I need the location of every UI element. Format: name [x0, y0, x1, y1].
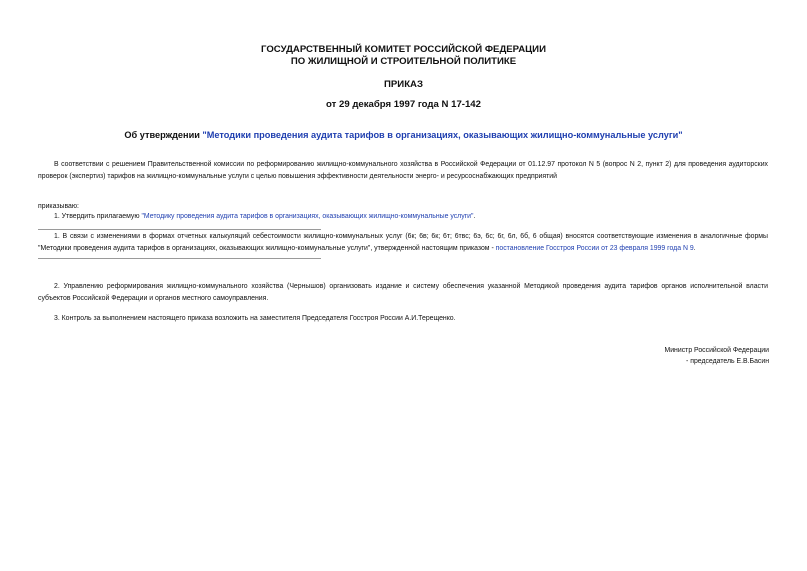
order-word: приказываю: — [38, 203, 79, 210]
title-methodology-link[interactable]: "Методики проведения аудита тарифов в организациях, оказывающих жилищно-коммунальные услуги" — [202, 130, 683, 140]
amendment-resolution-link[interactable]: постановление Госстроя России от 23 февраля 1999 года N 9 — [495, 245, 694, 252]
amendment-note — [38, 231, 768, 255]
signature-block — [664, 345, 769, 367]
signature-name: - председатель Е.В.Басин — [686, 358, 769, 365]
document-title — [0, 129, 807, 141]
item-2-paragraph: 2. Управлению реформирования жилищно-коммунального хозяйства (Чернышов) организовать издание и систему обеспечения указанной Методикой проведения аудита тарифов органов исполнительной власти субъектов Российской Федерации и органов местного самоуправления. — [38, 283, 768, 302]
amendment-note-suffix: . — [693, 245, 696, 252]
note-divider-top — [38, 229, 321, 230]
title-prefix: Об утверждении — [124, 130, 203, 140]
issuer-line-2: ПО ЖИЛИЩНОЙ И СТРОИТЕЛЬНОЙ ПОЛИТИКЕ — [290, 56, 517, 67]
item-3-paragraph: 3. Контроль за выполнением настоящего приказа возложить на заместителя Председателя Госстроя России А.И.Терещенко. — [54, 315, 456, 322]
signature-title: Министр Российской Федерации — [664, 347, 769, 354]
document-date: от 29 декабря 1997 года N 17-142 — [326, 99, 481, 110]
item-1 — [54, 211, 475, 223]
amendment-note-text: 1. В связи с изменениями в формах отчетных калькуляций себестоимости жилищно-коммунальных услуг (6к; 6в; 6к; 6т; 6твс; 6э, 6с; 6г, 6л, 6б, 6 общая) вносятся соответствующие изменения в аналогичные формы "Методики проведения аудита тарифов в организациях, оказывающих жилищно-коммунальные услуги", утвержденной настоящим приказом - — [38, 233, 768, 252]
document-type: ПРИКАЗ — [384, 79, 423, 90]
item-1-methodology-link[interactable]: "Методику проведения аудита тарифов в организациях, оказывающих жилищно-коммунальные услуги" — [141, 213, 474, 220]
item-1-suffix: . — [473, 213, 476, 220]
preamble-paragraph: В соответствии с решением Правительственной комиссии по реформированию жилищно-коммунального хозяйства в Российской Федерации от 01.12.97 протокол N 5 (вопрос N 2, пункт 2) для проведения аудиторских проверок (экспертиз) тарифов на жилищно-коммунальные услуги с целью повышения эффективности деятельности энерго- и ресурсоснабжающих предприятий — [38, 161, 768, 180]
item-1-prefix: 1. Утвердить прилагаемую — [54, 213, 142, 220]
issuer-line-1: ГОСУДАРСТВЕННЫЙ КОМИТЕТ РОССИЙСКОЙ ФЕДЕРАЦИИ — [261, 44, 546, 55]
note-divider-bottom — [38, 258, 321, 259]
